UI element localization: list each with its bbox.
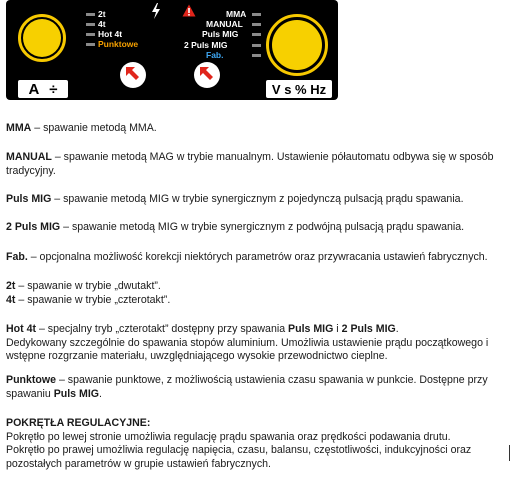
description-line-3: wstępne rozgrzanie materiału, uwzględniającego wysokie przewodnictwo cieplne.	[6, 350, 388, 362]
left-knob-description: Pokrętło po lewej stronie umożliwia regulację prądu spawania oraz prędkości podawania drutu.	[6, 430, 451, 443]
section-heading: POKRĘTŁA REGULACYJNE:	[6, 417, 151, 429]
description: – spawanie metodą MAG w trybie manualnym. Ustawienie półautomatu odbywa się w sposób	[51, 151, 494, 163]
ampere-unit: A	[28, 80, 40, 98]
mode-4t-label: 4t	[98, 19, 106, 29]
fab-description	[6, 251, 506, 265]
led-hot-4t	[86, 33, 95, 36]
term-puls-mig: Puls MIG	[288, 323, 334, 335]
description: .	[99, 387, 102, 400]
led-manual	[252, 23, 261, 26]
led-punktowe	[86, 43, 95, 46]
warning-icon	[182, 4, 196, 17]
hot-4t-description	[6, 323, 506, 364]
description: – spawanie metodą MIG w trybie synergicznym z podwójną pulsacją prądu spawania.	[60, 221, 465, 233]
term: Fab.	[6, 251, 28, 263]
arrow-up-left-icon	[126, 67, 140, 81]
mode-punktowe-label: Punktowe	[98, 39, 139, 49]
voltage-unit-label: V s % Hz	[266, 80, 332, 98]
term: Punktowe	[6, 374, 57, 386]
description: – spawanie w trybie „czterotakt”.	[15, 294, 171, 306]
led-puls-mig	[252, 33, 261, 36]
mma-description	[6, 122, 506, 136]
description: – opcjonalna możliwość korekcji niektórych parametrów oraz przywracania ustawień fabrycznych.	[27, 251, 488, 263]
punktowe-description	[6, 374, 506, 401]
lightning-icon	[151, 3, 161, 19]
description: i	[333, 323, 342, 335]
mode-hot-4t-label: Hot 4t	[98, 29, 123, 39]
term: MMA	[6, 122, 32, 134]
description: – spawanie metodą MMA.	[31, 122, 157, 134]
right-knob-description: Pokrętło po prawej umożliwia regulację napięcia, czasu, balansu, częstotliwości, indukcyjności oraz	[6, 444, 472, 456]
led-fab	[252, 54, 261, 57]
arrow-up-left-icon	[200, 67, 214, 81]
description-line-2: Dedykowany szczególnie do spawania stopów aluminium. Umożliwia ustawienie prądu początkowego i	[6, 336, 489, 349]
knobs-section	[6, 417, 506, 471]
mode-mma-label: MMA	[226, 9, 247, 19]
led-2t	[86, 13, 95, 16]
led-4t	[86, 23, 95, 26]
term: 2t	[6, 280, 16, 292]
2-puls-mig-description	[6, 221, 506, 235]
term: Hot 4t	[6, 323, 37, 335]
led-2-puls-mig	[252, 44, 261, 47]
description: .	[395, 323, 399, 335]
left-mode-button[interactable]	[120, 62, 146, 88]
term: 4t	[6, 294, 16, 306]
mode-puls-mig-label: Puls MIG	[202, 29, 239, 39]
current-unit-label	[18, 80, 68, 98]
term-2-puls-mig: 2 Puls MIG	[341, 323, 396, 335]
led-mma	[252, 13, 261, 16]
description-line-2: spawaniu	[6, 387, 54, 400]
description-line-2: tradycyjny.	[6, 164, 56, 177]
description: – spawanie punktowe, z możliwością ustawienia czasu spawania w punkcie. Dostępne przy	[56, 374, 488, 386]
right-knob-description-line-2: pozostałych parametrów w grupie ustawień fabrycznych.	[6, 457, 271, 470]
left-knob[interactable]	[18, 14, 66, 62]
term: MANUAL	[6, 151, 52, 163]
mode-fab-label: Fab.	[206, 50, 224, 60]
page-edge-mark	[509, 445, 510, 461]
mode-2-puls-mig-label: 2 Puls MIG	[184, 40, 228, 50]
term-puls-mig: Puls MIG	[53, 387, 100, 400]
right-knob[interactable]	[266, 14, 328, 76]
right-mode-button[interactable]	[194, 62, 220, 88]
mode-manual-label: MANUAL	[206, 19, 243, 29]
2t-description	[6, 280, 506, 294]
4t-description	[6, 294, 506, 308]
control-panel	[6, 0, 338, 100]
manual-description	[6, 151, 506, 178]
left-knob-face	[23, 19, 61, 57]
mode-2t-label: 2t	[98, 9, 106, 19]
puls-mig-description	[6, 193, 506, 207]
description: – spawanie metodą MIG w trybie synergicznym z pojedynczą pulsacją prądu spawania.	[51, 193, 464, 205]
description: – specjalny tryb „czterotakt” dostępny przy spawania	[36, 323, 289, 335]
right-knob-face	[272, 20, 322, 70]
term: 2 Puls MIG	[6, 221, 61, 233]
term: Puls MIG	[6, 193, 52, 205]
description: – spawanie w trybie „dwutakt”.	[15, 280, 161, 292]
divide-icon: ÷	[49, 80, 58, 98]
